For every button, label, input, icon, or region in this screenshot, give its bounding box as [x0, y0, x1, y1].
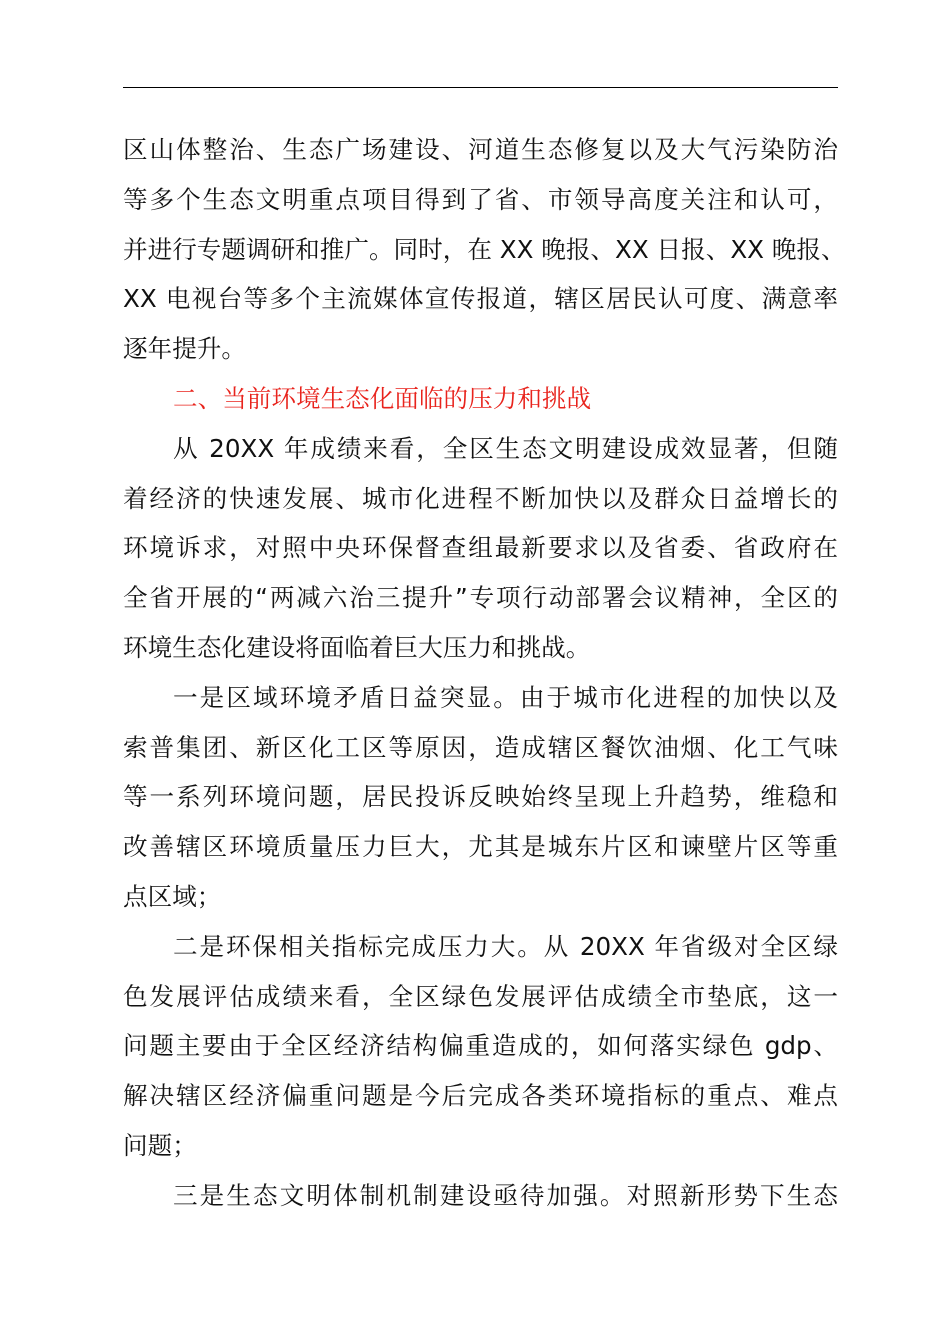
header-rule — [123, 87, 838, 88]
section-heading: 二、当前环境生态化面临的压力和挑战 — [173, 383, 592, 413]
paragraph-line: 一是区域环境矛盾日益突显。由于城市化进程的加快以及 — [173, 682, 838, 712]
paragraph-line: 改善辖区环境质量压力巨大，尤其是城东片区和谏壁片区等重 — [123, 832, 838, 862]
paragraph-line: 逐年提升。 — [123, 334, 246, 364]
paragraph-line: 区山体整治、生态广场建设、河道生态修复以及大气污染防治 — [123, 135, 838, 164]
paragraph-line: 问题主要由于全区经济结构偏重造成的，如何落实绿色 gdp、 — [123, 1031, 838, 1061]
paragraph-line: 等多个生态文明重点项目得到了省、市领导高度关注和认可， — [123, 184, 838, 214]
paragraph-line: XX 电视台等多个主流媒体宣传报道，辖区居民认可度、满意率 — [123, 284, 838, 314]
paragraph-line: 并进行专题调研和推广。同时，在 XX 晚报、XX 日报、XX 晚报、 — [123, 234, 846, 264]
paragraph-line: 环境生态化建设将面临着巨大压力和挑战。 — [123, 632, 591, 662]
paragraph-line: 问题； — [123, 1130, 197, 1160]
document-body — [123, 125, 846, 1221]
paragraph-line: 全省开展的“两减六治三提升”专项行动部署会议精神，全区的 — [123, 583, 838, 613]
paragraph-line: 色发展评估成绩来看，全区绿色发展评估成绩全市垫底，这一 — [123, 981, 838, 1011]
paragraph-line: 着经济的快速发展、城市化进程不断加快以及群众日益增长的 — [123, 483, 838, 513]
paragraph-line: 等一系列环境问题，居民投诉反映始终呈现上升趋势，维稳和 — [123, 782, 838, 812]
paragraph-line: 从 20XX 年成绩来看，全区生态文明建设成效显著，但随 — [173, 433, 838, 463]
paragraph-line: 解决辖区经济偏重问题是今后完成各类环境指标的重点、难点 — [123, 1081, 838, 1111]
paragraph-line: 索普集团、新区化工区等原因，造成辖区餐饮油烟、化工气味 — [123, 732, 838, 762]
paragraph-line: 三是生态文明体制机制建设亟待加强。对照新形势下生态 — [173, 1180, 838, 1210]
paragraph-line: 点区域； — [123, 881, 222, 911]
paragraph-line: 环境诉求，对照中央环保督查组最新要求以及省委、省政府在 — [123, 533, 838, 563]
paragraph-line: 二是环保相关指标完成压力大。从 20XX 年省级对全区绿 — [173, 931, 838, 961]
